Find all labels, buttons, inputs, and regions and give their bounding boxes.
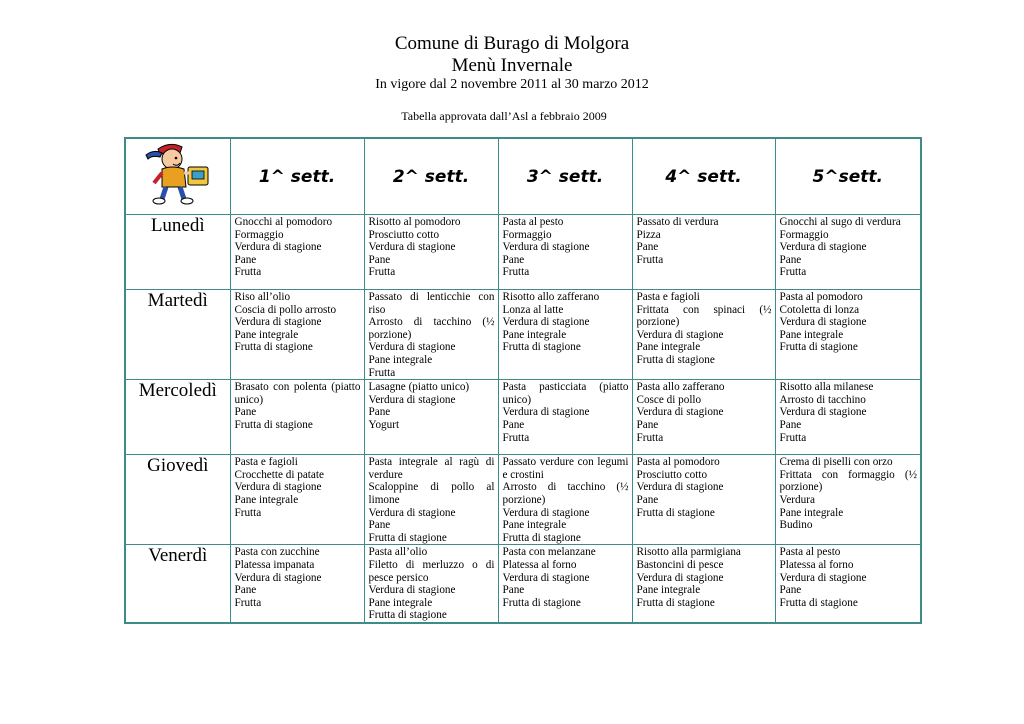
menu-item: Pane integrale — [234, 328, 299, 341]
menu-item: Passato di verdura — [636, 216, 719, 228]
menu-cell — [632, 215, 775, 290]
menu-cell — [775, 455, 921, 545]
menu-cell — [364, 455, 498, 545]
day-row — [125, 455, 921, 545]
menu-item: Verdura di stagione — [779, 406, 867, 419]
menu-cell — [230, 290, 364, 380]
menu-item: Verdura di stagione — [368, 393, 456, 406]
menu-cell — [498, 290, 632, 380]
menu-item: Frutta — [636, 431, 664, 444]
menu-item: Gnocchi al sugo di verdura — [779, 216, 901, 228]
menu-item: Verdura di stagione — [368, 341, 456, 354]
menu-item: Frutta di stagione — [779, 341, 858, 354]
menu-cell — [364, 545, 498, 623]
menu-item: Prosciutto cotto — [368, 228, 440, 241]
menu-item: Verdura di stagione — [779, 241, 867, 254]
menu-item: Pane integrale — [779, 328, 844, 341]
menu-cell — [230, 380, 364, 455]
menu-item: Frutta — [502, 266, 530, 279]
menu-item: Pane — [368, 519, 391, 532]
menu-item: Risotto alla parmigiana — [636, 546, 741, 559]
menu-item: Crema di piselli con orzo — [779, 456, 893, 469]
menu-item: Pane — [368, 253, 391, 266]
day-label: Giovedì — [125, 455, 230, 545]
menu-item: Pane integrale — [502, 519, 567, 532]
menu-item: Brasato con polenta (piatto unico) — [234, 381, 361, 406]
menu-item: Frutta di stagione — [636, 596, 715, 609]
menu-item: Verdura — [779, 493, 815, 506]
menu-item: Pasta pasticciata (piatto unico) — [502, 381, 629, 406]
menu-item: Frutta — [234, 506, 262, 519]
menu-item: Pane — [779, 418, 802, 431]
menu-item: Pane — [636, 493, 659, 506]
menu-item: Pane integrale — [636, 584, 701, 597]
menu-item: Formaggio — [234, 228, 284, 241]
menu-item: Frutta — [779, 266, 807, 279]
menu-item: Cosce di pollo — [636, 393, 702, 406]
menu-item: Frutta — [502, 431, 530, 444]
week-1-header: 1^ sett. — [230, 138, 364, 215]
menu-item: Passato di lenticchie con riso — [368, 291, 495, 316]
menu-item: Frittata con spinaci (½ porzione) — [636, 303, 772, 329]
menu-cell — [230, 215, 364, 290]
menu-item: Filetto di merluzzo o di pesce persico — [368, 558, 495, 584]
menu-cell — [364, 215, 498, 290]
menu-item: Verdura di stagione — [502, 506, 590, 519]
menu-item: Frutta di stagione — [636, 506, 715, 519]
menu-item: Riso all’olio — [234, 291, 291, 303]
menu-item: Gnocchi al pomodoro — [234, 216, 333, 228]
menu-item: Coscia di pollo arrosto — [234, 303, 337, 316]
menu-item: Frutta di stagione — [502, 341, 581, 354]
menu-item: Formaggio — [502, 228, 552, 241]
menu-cell — [775, 380, 921, 455]
day-label: Mercoledì — [125, 380, 230, 455]
menu-cell — [498, 545, 632, 623]
menu-item: Lasagne (piatto unico) — [368, 381, 470, 394]
menu-item: Pasta al pesto — [779, 546, 841, 559]
menu-item: Verdura di stagione — [502, 241, 590, 254]
menu-item: Verdura di stagione — [502, 571, 590, 584]
municipality-title: Comune di Burago di Molgora — [394, 33, 630, 54]
menu-item: Scaloppine di pollo al limone — [368, 481, 495, 506]
menu-cell — [498, 215, 632, 290]
menu-cell — [364, 290, 498, 380]
menu-item: Pane integrale — [234, 493, 299, 506]
menu-item: Risotto allo zafferano — [502, 291, 600, 303]
menu-item: Pasta con melanzane — [502, 546, 596, 559]
menu-item: Pizza — [636, 228, 661, 241]
menu-cell — [775, 215, 921, 290]
menu-item: Pane integrale — [636, 341, 701, 354]
menu-item: Frutta — [234, 266, 262, 279]
menu-item: Platessa al forno — [502, 558, 577, 571]
menu-item: Crocchette di patate — [234, 468, 324, 481]
menu-cell — [230, 455, 364, 545]
menu-item: Cotoletta di lonza — [779, 303, 860, 316]
menu-item: Frutta — [636, 253, 664, 266]
menu-cell — [364, 380, 498, 455]
day-row — [125, 215, 921, 290]
menu-item: Prosciutto cotto — [636, 468, 708, 481]
menu-item: Frutta — [368, 266, 396, 279]
menu-item: Verdura di stagione — [779, 571, 867, 584]
menu-cell — [775, 290, 921, 380]
week-4-header: 4^ sett. — [632, 138, 775, 215]
menu-item: Pane — [234, 584, 257, 597]
day-label: Venerdì — [125, 545, 230, 623]
menu-item: Verdura di stagione — [636, 481, 724, 494]
menu-item: Verdura di stagione — [234, 316, 322, 329]
menu-cell — [498, 380, 632, 455]
week-5-header: 5^sett. — [775, 138, 921, 215]
menu-cell — [632, 545, 775, 623]
menu-item: Risotto al pomodoro — [368, 216, 461, 228]
menu-cell — [632, 380, 775, 455]
week-2-header: 2^ sett. — [364, 138, 498, 215]
day-label: Lunedì — [125, 215, 230, 290]
menu-title: Menù Invernale — [451, 55, 573, 76]
day-label: Martedì — [125, 290, 230, 380]
menu-item: Verdura di stagione — [234, 481, 322, 494]
menu-cell — [230, 545, 364, 623]
menu-item: Verdura di stagione — [368, 584, 456, 597]
menu-item: Pane — [234, 406, 257, 419]
menu-item: Frutta di stagione — [779, 596, 858, 609]
day-row — [125, 290, 921, 380]
week-3-header: 3^ sett. — [498, 138, 632, 215]
mascot-illustration — [125, 138, 230, 215]
menu-item: Pane — [234, 253, 257, 266]
menu-item: Verdura di stagione — [368, 241, 456, 254]
menu-item: Risotto alla milanese — [779, 381, 874, 394]
menu-item: Budino — [779, 519, 813, 532]
menu-item: Pasta e fagioli — [636, 291, 700, 303]
menu-item: Frutta di stagione — [368, 609, 447, 622]
menu-item: Lonza al latte — [502, 303, 564, 316]
menu-item: Verdura di stagione — [234, 241, 322, 254]
validity-period: In vigore dal 2 novembre 2011 al 30 marzo 2012 — [375, 77, 649, 92]
menu-cell — [498, 455, 632, 545]
menu-item: Pasta al pomodoro — [779, 291, 863, 303]
menu-item: Verdura di stagione — [636, 571, 724, 584]
menu-item: Pane — [636, 241, 659, 254]
menu-item: Pasta al pomodoro — [636, 456, 720, 469]
menu-item: Arrosto di tacchino (½ porzione) — [502, 481, 629, 506]
menu-item: Pane — [779, 253, 802, 266]
menu-item: Pane — [368, 406, 391, 419]
menu-item: Pane — [502, 584, 525, 597]
day-row — [125, 380, 921, 455]
menu-item: Arrosto di tacchino — [779, 393, 866, 406]
menu-item: Pane integrale — [502, 328, 567, 341]
menu-item: Frutta di stagione — [234, 341, 313, 354]
menu-item: Frutta di stagione — [502, 531, 581, 544]
approval-note: Tabella approvata dall’Asl a febbraio 2009 — [401, 109, 607, 123]
menu-item: Arrosto di tacchino (½ porzione) — [368, 316, 495, 341]
menu-item: Pasta all’olio — [368, 546, 428, 559]
menu-item: Pane — [636, 418, 659, 431]
day-row — [125, 545, 921, 623]
menu-cell — [632, 290, 775, 380]
menu-item: Frutta — [779, 431, 807, 444]
child-with-lunchbox-icon — [140, 139, 216, 209]
menu-item: Frittata con formaggio (½ porzione) — [779, 468, 917, 494]
menu-item: Pane — [779, 584, 802, 597]
menu-item: Frutta di stagione — [234, 418, 313, 431]
menu-item: Verdura di stagione — [779, 316, 867, 329]
header-row — [125, 138, 921, 215]
menu-item: Verdura di stagione — [636, 328, 724, 341]
menu-item: Passato verdure con legumi e crostini — [502, 456, 629, 481]
menu-item: Formaggio — [779, 228, 829, 241]
menu-item: Frutta di stagione — [502, 596, 581, 609]
menu-item: Verdura di stagione — [234, 571, 322, 584]
menu-cell — [775, 545, 921, 623]
menu-item: Frutta — [234, 596, 262, 609]
menu-table — [124, 137, 922, 624]
menu-cell — [632, 455, 775, 545]
menu-item: Pasta allo zafferano — [636, 381, 725, 394]
menu-item: Pane integrale — [779, 506, 844, 519]
menu-item: Pane integrale — [368, 353, 433, 366]
menu-item: Pasta integrale al ragù di verdure — [368, 456, 495, 481]
menu-item: Verdura di stagione — [502, 316, 590, 329]
menu-item: Verdura di stagione — [502, 406, 590, 419]
menu-item: Yogurt — [368, 418, 400, 431]
menu-item: Platessa al forno — [779, 558, 854, 571]
menu-item: Frutta di stagione — [368, 531, 447, 544]
menu-item: Pane integrale — [368, 596, 433, 609]
menu-item: Pane — [502, 418, 525, 431]
menu-item: Verdura di stagione — [368, 506, 456, 519]
menu-item: Pane — [502, 253, 525, 266]
menu-item: Bastoncini di pesce — [636, 558, 724, 571]
menu-item: Pasta al pesto — [502, 216, 564, 228]
menu-item: Platessa impanata — [234, 558, 315, 571]
menu-item: Verdura di stagione — [636, 406, 724, 419]
menu-item: Pasta con zucchine — [234, 546, 320, 559]
menu-item: Pasta e fagioli — [234, 456, 298, 469]
menu-item: Frutta di stagione — [636, 353, 715, 366]
menu-item: Frutta — [368, 366, 396, 379]
